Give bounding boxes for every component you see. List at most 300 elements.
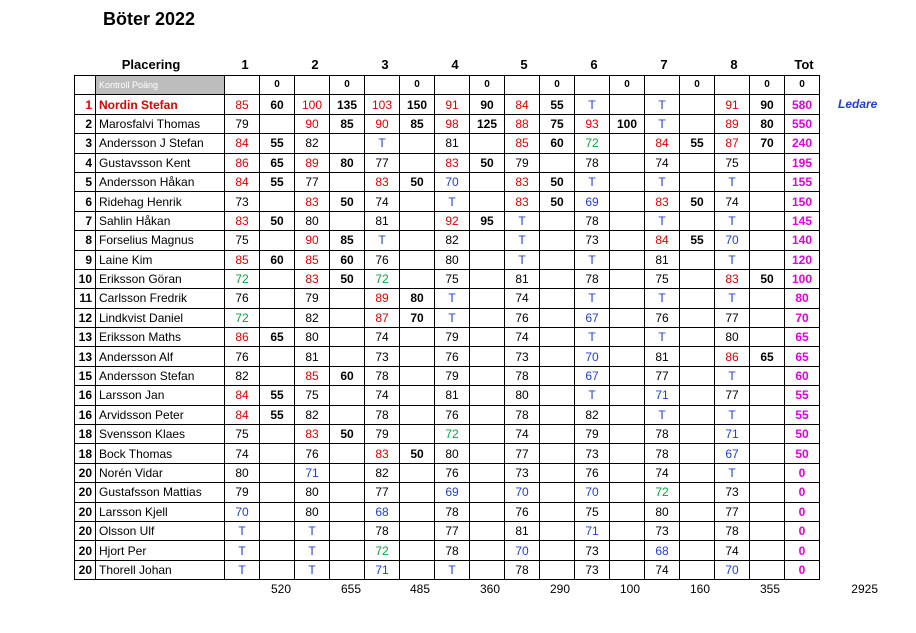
score-cell: 71 (645, 386, 680, 405)
points-cell (400, 328, 435, 347)
score-cell: 78 (505, 560, 540, 579)
points-cell: 60 (330, 366, 365, 385)
points-cell (680, 172, 715, 191)
score-cell: 86 (225, 328, 260, 347)
header-round-7: 7 (660, 57, 668, 72)
points-cell (470, 386, 505, 405)
player-name: Carlsson Fredrik (96, 289, 225, 308)
points-cell (470, 502, 505, 521)
points-cell: 75 (540, 114, 575, 133)
score-cell: 84 (505, 95, 540, 114)
table-row (75, 405, 820, 424)
score-cell: 73 (365, 347, 400, 366)
player-name: Nordin Stefan (96, 95, 225, 114)
score-cell: 80 (435, 250, 470, 269)
score-cell: 83 (645, 192, 680, 211)
header-round-6: 6 (590, 57, 598, 72)
points-cell (470, 289, 505, 308)
score-cell: 80 (435, 444, 470, 463)
control-cell (575, 76, 610, 95)
score-cell: 81 (365, 211, 400, 230)
table-row (75, 308, 820, 327)
control-value: 0 (260, 76, 295, 95)
score-cell: T (435, 192, 470, 211)
score-cell: 92 (435, 211, 470, 230)
rank-cell: 20 (75, 560, 96, 579)
score-cell: 78 (435, 541, 470, 560)
score-cell: 83 (365, 444, 400, 463)
points-cell (330, 463, 365, 482)
table-row (75, 425, 820, 444)
points-cell: 50 (400, 172, 435, 191)
player-name: Lindkvist Daniel (96, 308, 225, 327)
score-cell: 74 (715, 541, 750, 560)
points-cell (610, 347, 645, 366)
points-cell (400, 134, 435, 153)
points-cell: 80 (330, 153, 365, 172)
score-cell: 100 (295, 95, 330, 114)
points-cell: 60 (330, 250, 365, 269)
score-cell: T (295, 560, 330, 579)
player-name: Arvidsson Peter (96, 405, 225, 424)
score-cell: 76 (435, 347, 470, 366)
table-row (75, 541, 820, 560)
points-cell (400, 192, 435, 211)
table-row (75, 153, 820, 172)
player-name: Marosfalvi Thomas (96, 114, 225, 133)
total-cell: 50 (785, 425, 820, 444)
control-value: 0 (470, 76, 505, 95)
player-name: Norén Vidar (96, 463, 225, 482)
points-cell (750, 328, 785, 347)
points-cell (680, 444, 715, 463)
score-cell: 78 (365, 405, 400, 424)
score-cell: 80 (295, 328, 330, 347)
points-cell: 65 (260, 328, 295, 347)
total-cell: 580 (785, 95, 820, 114)
score-cell: T (575, 386, 610, 405)
points-cell (540, 250, 575, 269)
score-cell: 74 (505, 425, 540, 444)
header-placering: Placering (121, 57, 181, 72)
points-cell (540, 347, 575, 366)
total-cell: 55 (785, 386, 820, 405)
score-cell: T (365, 231, 400, 250)
rank-cell: 18 (75, 444, 96, 463)
total-cell: 550 (785, 114, 820, 133)
score-cell: 80 (295, 502, 330, 521)
points-cell (330, 289, 365, 308)
score-cell: 74 (645, 560, 680, 579)
points-cell (680, 405, 715, 424)
table-row (75, 114, 820, 133)
score-cell: T (505, 250, 540, 269)
score-cell: 75 (225, 231, 260, 250)
score-cell: T (645, 289, 680, 308)
points-cell (610, 308, 645, 327)
points-cell (260, 463, 295, 482)
control-rank-cell (75, 76, 96, 95)
score-cell: T (225, 560, 260, 579)
points-cell (260, 231, 295, 250)
points-cell (680, 289, 715, 308)
control-value: 0 (610, 76, 645, 95)
control-cell (645, 76, 680, 95)
points-cell (540, 366, 575, 385)
score-cell: 73 (575, 541, 610, 560)
points-cell (330, 172, 365, 191)
points-cell (470, 328, 505, 347)
points-cell (260, 347, 295, 366)
score-cell: 91 (435, 95, 470, 114)
score-cell: 81 (435, 134, 470, 153)
rank-cell: 20 (75, 483, 96, 502)
header-round-3: 3 (381, 57, 389, 72)
score-cell: 83 (505, 172, 540, 191)
score-cell: T (225, 541, 260, 560)
points-cell (750, 463, 785, 482)
score-cell: 83 (295, 269, 330, 288)
score-cell: 78 (575, 211, 610, 230)
points-cell (540, 444, 575, 463)
points-cell (610, 502, 645, 521)
points-cell (400, 560, 435, 579)
points-cell: 50 (470, 153, 505, 172)
points-cell (680, 269, 715, 288)
score-cell: 80 (505, 386, 540, 405)
score-cell: T (715, 172, 750, 191)
score-cell: T (295, 521, 330, 540)
points-cell (540, 463, 575, 482)
player-name: Sahlin Håkan (96, 211, 225, 230)
rank-cell: 5 (75, 172, 96, 191)
points-cell (540, 153, 575, 172)
score-cell: 70 (505, 541, 540, 560)
score-cell: 76 (505, 502, 540, 521)
points-cell: 80 (750, 114, 785, 133)
fines-table (74, 75, 820, 580)
points-cell (750, 483, 785, 502)
control-cell (715, 76, 750, 95)
points-cell: 50 (330, 269, 365, 288)
rank-cell: 20 (75, 541, 96, 560)
score-cell: 84 (645, 231, 680, 250)
table-row (75, 211, 820, 230)
score-cell: 85 (295, 250, 330, 269)
points-cell (750, 366, 785, 385)
total-cell: 240 (785, 134, 820, 153)
score-cell: T (645, 172, 680, 191)
control-value: 0 (750, 76, 785, 95)
score-cell: T (575, 95, 610, 114)
points-cell (330, 560, 365, 579)
total-cell: 60 (785, 366, 820, 385)
points-cell (470, 250, 505, 269)
points-cell (540, 328, 575, 347)
points-cell (260, 114, 295, 133)
score-cell: T (715, 463, 750, 482)
points-cell (750, 250, 785, 269)
score-cell: T (365, 134, 400, 153)
table-row (75, 269, 820, 288)
table-row (75, 231, 820, 250)
points-cell: 80 (400, 289, 435, 308)
score-cell: 73 (715, 483, 750, 502)
score-cell: 75 (225, 425, 260, 444)
score-cell: 73 (225, 192, 260, 211)
points-cell (680, 153, 715, 172)
score-cell: 83 (715, 269, 750, 288)
points-cell (750, 541, 785, 560)
points-cell: 55 (260, 134, 295, 153)
points-cell (750, 425, 785, 444)
points-cell (610, 289, 645, 308)
score-cell: 81 (645, 250, 680, 269)
score-cell: 79 (435, 366, 470, 385)
total-cell: 0 (785, 521, 820, 540)
player-name: Svensson Klaes (96, 425, 225, 444)
points-cell: 50 (540, 172, 575, 191)
total-cell: 100 (785, 269, 820, 288)
points-cell (540, 231, 575, 250)
score-cell: 82 (575, 405, 610, 424)
points-cell (260, 366, 295, 385)
score-cell: 86 (225, 153, 260, 172)
score-cell: 78 (365, 521, 400, 540)
points-cell (400, 211, 435, 230)
score-cell: 68 (365, 502, 400, 521)
points-cell (260, 269, 295, 288)
player-name: Larsson Jan (96, 386, 225, 405)
points-cell (330, 541, 365, 560)
player-name: Eriksson Maths (96, 328, 225, 347)
score-cell: 80 (715, 328, 750, 347)
score-cell: 82 (365, 463, 400, 482)
score-cell: 103 (365, 95, 400, 114)
score-cell: 75 (575, 502, 610, 521)
rank-cell: 20 (75, 502, 96, 521)
score-cell: 67 (575, 308, 610, 327)
control-cell (505, 76, 540, 95)
points-cell (470, 231, 505, 250)
points-cell (330, 483, 365, 502)
score-cell: 74 (645, 153, 680, 172)
score-cell: 83 (225, 211, 260, 230)
header-round-2: 2 (311, 57, 319, 72)
score-cell: 70 (575, 483, 610, 502)
points-cell (680, 502, 715, 521)
rank-cell: 12 (75, 308, 96, 327)
rank-cell: 15 (75, 366, 96, 385)
total-cell: 65 (785, 328, 820, 347)
score-cell: T (645, 211, 680, 230)
points-cell (470, 521, 505, 540)
score-cell: 85 (295, 366, 330, 385)
points-cell (470, 541, 505, 560)
points-cell (540, 211, 575, 230)
table-row (75, 483, 820, 502)
points-cell: 50 (680, 192, 715, 211)
leader-label: Ledare (838, 97, 878, 111)
column-sum-6: 100 (619, 582, 640, 596)
score-cell: 73 (575, 231, 610, 250)
points-cell (400, 366, 435, 385)
points-cell (540, 289, 575, 308)
player-name: Andersson Håkan (96, 172, 225, 191)
score-cell: 98 (435, 114, 470, 133)
points-cell (330, 444, 365, 463)
score-cell: 74 (505, 289, 540, 308)
score-cell: 74 (645, 463, 680, 482)
rank-cell: 8 (75, 231, 96, 250)
score-cell: 78 (715, 521, 750, 540)
points-cell: 150 (400, 95, 435, 114)
score-cell: 82 (295, 405, 330, 424)
score-cell: T (645, 114, 680, 133)
total-cell: 70 (785, 308, 820, 327)
score-cell: 90 (295, 114, 330, 133)
points-cell: 60 (260, 95, 295, 114)
points-cell: 50 (330, 192, 365, 211)
score-cell: 76 (505, 308, 540, 327)
points-cell: 85 (400, 114, 435, 133)
score-cell: 76 (295, 444, 330, 463)
rank-cell: 10 (75, 269, 96, 288)
score-cell: T (575, 250, 610, 269)
player-name: Gustafsson Mattias (96, 483, 225, 502)
score-cell: 81 (505, 521, 540, 540)
player-name: Andersson Alf (96, 347, 225, 366)
points-cell: 90 (750, 95, 785, 114)
score-cell: T (295, 541, 330, 560)
control-label: Kontroll Poäng (96, 76, 225, 95)
score-cell: T (505, 231, 540, 250)
points-cell (750, 521, 785, 540)
points-cell (680, 483, 715, 502)
points-cell: 55 (260, 172, 295, 191)
control-cell (435, 76, 470, 95)
points-cell: 100 (610, 114, 645, 133)
points-cell (750, 172, 785, 191)
score-cell: 76 (645, 308, 680, 327)
player-name: Forselius Magnus (96, 231, 225, 250)
score-cell: 70 (715, 560, 750, 579)
points-cell (680, 347, 715, 366)
points-cell: 90 (470, 95, 505, 114)
points-cell (610, 172, 645, 191)
score-cell: 81 (295, 347, 330, 366)
points-cell (260, 483, 295, 502)
score-cell: 76 (575, 463, 610, 482)
score-cell: 73 (645, 521, 680, 540)
points-cell (610, 95, 645, 114)
table-row (75, 192, 820, 211)
score-cell: 77 (715, 308, 750, 327)
score-cell: 89 (365, 289, 400, 308)
table-row (75, 463, 820, 482)
table-row (75, 289, 820, 308)
player-name: Andersson J Stefan (96, 134, 225, 153)
score-cell: 77 (435, 521, 470, 540)
points-cell (680, 95, 715, 114)
points-cell (540, 269, 575, 288)
score-cell: 70 (715, 231, 750, 250)
points-cell (610, 541, 645, 560)
score-cell: 76 (225, 289, 260, 308)
score-cell: 80 (225, 463, 260, 482)
score-cell: 87 (365, 308, 400, 327)
score-cell: 72 (225, 269, 260, 288)
points-cell: 65 (750, 347, 785, 366)
score-cell: 67 (575, 366, 610, 385)
points-cell (260, 541, 295, 560)
total-cell: 155 (785, 172, 820, 191)
score-cell: 83 (435, 153, 470, 172)
points-cell (400, 483, 435, 502)
points-cell (540, 308, 575, 327)
points-cell (260, 560, 295, 579)
points-cell (750, 560, 785, 579)
points-cell: 55 (680, 134, 715, 153)
points-cell (540, 541, 575, 560)
score-cell: T (435, 289, 470, 308)
table-row (75, 347, 820, 366)
control-value: 0 (400, 76, 435, 95)
score-cell: 84 (225, 134, 260, 153)
score-cell: 74 (505, 328, 540, 347)
column-sum-7: 160 (689, 582, 710, 596)
points-cell (610, 425, 645, 444)
table-row (75, 134, 820, 153)
points-cell (540, 425, 575, 444)
points-cell (610, 328, 645, 347)
score-cell: T (505, 211, 540, 230)
player-name: Larsson Kjell (96, 502, 225, 521)
score-cell: 71 (295, 463, 330, 482)
rank-cell: 18 (75, 425, 96, 444)
score-cell: 76 (365, 250, 400, 269)
rank-cell: 4 (75, 153, 96, 172)
score-cell: 71 (715, 425, 750, 444)
points-cell (470, 405, 505, 424)
score-cell: 78 (505, 405, 540, 424)
score-cell: 74 (715, 192, 750, 211)
points-cell (680, 521, 715, 540)
total-cell: 0 (785, 541, 820, 560)
rank-cell: 16 (75, 405, 96, 424)
score-cell: 74 (365, 386, 400, 405)
points-cell (470, 425, 505, 444)
rank-cell: 7 (75, 211, 96, 230)
score-cell: 93 (575, 114, 610, 133)
points-cell (610, 463, 645, 482)
score-cell: T (715, 289, 750, 308)
points-cell (470, 560, 505, 579)
points-cell (610, 269, 645, 288)
points-cell (470, 172, 505, 191)
points-cell (750, 211, 785, 230)
total-cell: 150 (785, 192, 820, 211)
points-cell (330, 521, 365, 540)
score-cell: 79 (575, 425, 610, 444)
score-cell: 74 (365, 328, 400, 347)
points-cell (610, 250, 645, 269)
score-cell: 72 (225, 308, 260, 327)
score-cell: 70 (505, 483, 540, 502)
points-cell (680, 463, 715, 482)
points-cell (330, 386, 365, 405)
points-cell (330, 134, 365, 153)
